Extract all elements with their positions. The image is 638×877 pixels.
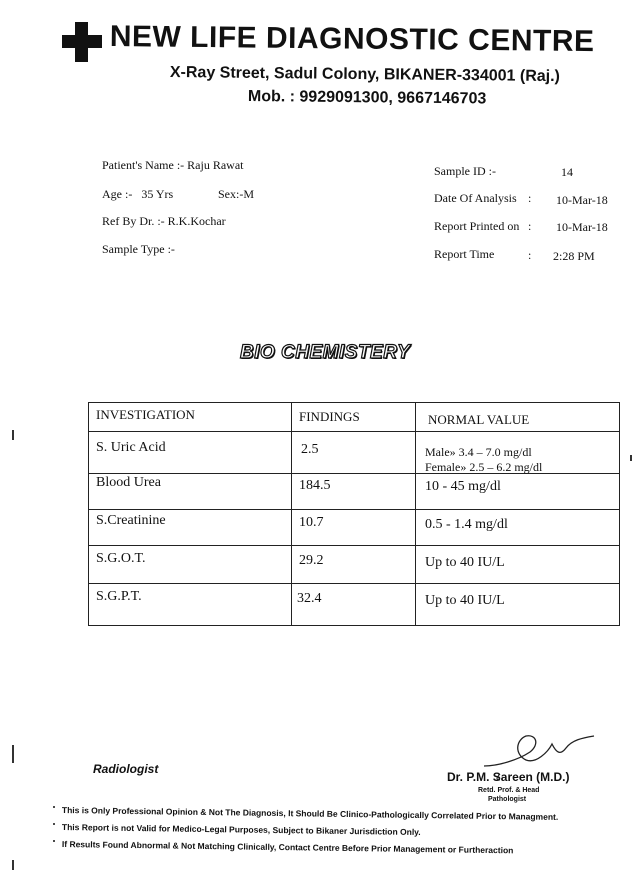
patient-age: 35 Yrs [141, 187, 174, 201]
row3-normal: 0.5 - 1.4 mg/dl [425, 517, 508, 532]
table-rule [291, 403, 292, 625]
doctor-role: Pathologist [488, 796, 527, 803]
patient-name-label: Patient's Name :- [102, 158, 185, 172]
printed-date-label: Report Printed on [434, 219, 520, 233]
row3-finding: 10.7 [299, 515, 324, 530]
row1-normal-female: Female» 2.5 – 6.2 mg/dl [425, 460, 543, 474]
row4-test: S.G.O.T. [96, 551, 146, 566]
row2-test: Blood Urea [96, 475, 161, 490]
centre-name: NEW LIFE DIAGNOSTIC CENTRE [109, 20, 595, 59]
scan-mark [12, 745, 14, 763]
table-rule [89, 431, 619, 432]
row2-normal: 10 - 45 mg/dl [425, 479, 501, 494]
footer-note-3: If Results Found Abnormal & Not Matching Clinically, Contact Centre Before Prior Management or Furtheraction [61, 839, 514, 856]
row1-normal-male: Male» 3.4 – 7.0 mg/dl [425, 445, 532, 459]
sex-label: Sex:- [218, 187, 244, 201]
table-rule [89, 545, 619, 546]
sample-id: 14 [561, 165, 573, 179]
row1-test: S. Uric Acid [96, 440, 166, 455]
footer-note-1: This is Only Professional Opinion & Not The Diagnosis, It Should Be Clinico-Pathologically Correlated Prior to Managment. [61, 805, 559, 822]
scan-mark [630, 455, 632, 461]
row2-finding: 184.5 [299, 478, 331, 493]
report-time-label: Report Time [434, 247, 495, 261]
header-investigation: INVESTIGATION [96, 407, 195, 422]
section-title: BIO CHEMISTERY [240, 342, 411, 363]
row5-test: S.G.P.T. [96, 589, 142, 604]
cross-logo-icon [62, 22, 102, 62]
sample-type-label: Sample Type :- [102, 242, 175, 256]
row4-normal: Up to 40 IU/L [425, 555, 505, 570]
patient-name: Raju Rawat [187, 158, 244, 172]
centre-mobile: Mob. : 9929091300, 9667146703 [247, 88, 487, 108]
centre-address: X-Ray Street, Sadul Colony, BIKANER-334001 (Raj.) [169, 64, 561, 86]
header-findings: FINDINGS [299, 409, 360, 424]
patient-name-row [102, 158, 243, 173]
analysis-date: 10-Mar-18 [556, 193, 608, 207]
scan-mark [12, 860, 14, 870]
radiologist-label: Radiologist [93, 762, 159, 776]
doctor-title: Retd. Prof. & Head [478, 787, 540, 794]
row3-test: S.Creatinine [96, 513, 166, 528]
bullet-icon [53, 806, 55, 808]
patient-sex: M [243, 187, 255, 201]
row5-finding: 32.4 [297, 591, 322, 606]
table-rule [89, 583, 619, 584]
analysis-colon: : [528, 191, 532, 205]
bullet-icon [53, 823, 55, 825]
scan-mark [12, 430, 14, 440]
table-rule [89, 509, 619, 510]
row5-normal: Up to 40 IU/L [425, 593, 505, 608]
sample-id-label: Sample ID :- [434, 164, 496, 178]
patient-age-row [102, 187, 173, 202]
patient-sex-row [218, 187, 254, 202]
time-colon: : [528, 248, 532, 262]
printed-colon: : [528, 219, 532, 233]
row1-finding: 2.5 [301, 442, 319, 457]
table-rule [415, 403, 416, 625]
ref-row [102, 214, 226, 229]
doctor-name: Dr. P.M. Sareen (M.D.) [447, 770, 570, 784]
ref-label: Ref By Dr. :- [102, 214, 165, 228]
ref-doctor: R.K.Kochar [167, 214, 226, 228]
header-normal-value: NORMAL VALUE [428, 412, 530, 427]
age-label: Age :- [102, 187, 133, 201]
results-table [88, 402, 620, 626]
printed-date: 10-Mar-18 [556, 220, 608, 234]
analysis-date-label: Date Of Analysis [434, 191, 517, 205]
row4-finding: 29.2 [299, 553, 324, 568]
footer-note-2: This Report is not Valid for Medico-Legal Purposes, Subject to Bikaner Jurisdiction Only. [61, 822, 421, 838]
report-time: 2:28 PM [553, 249, 595, 263]
bullet-icon [53, 840, 55, 842]
